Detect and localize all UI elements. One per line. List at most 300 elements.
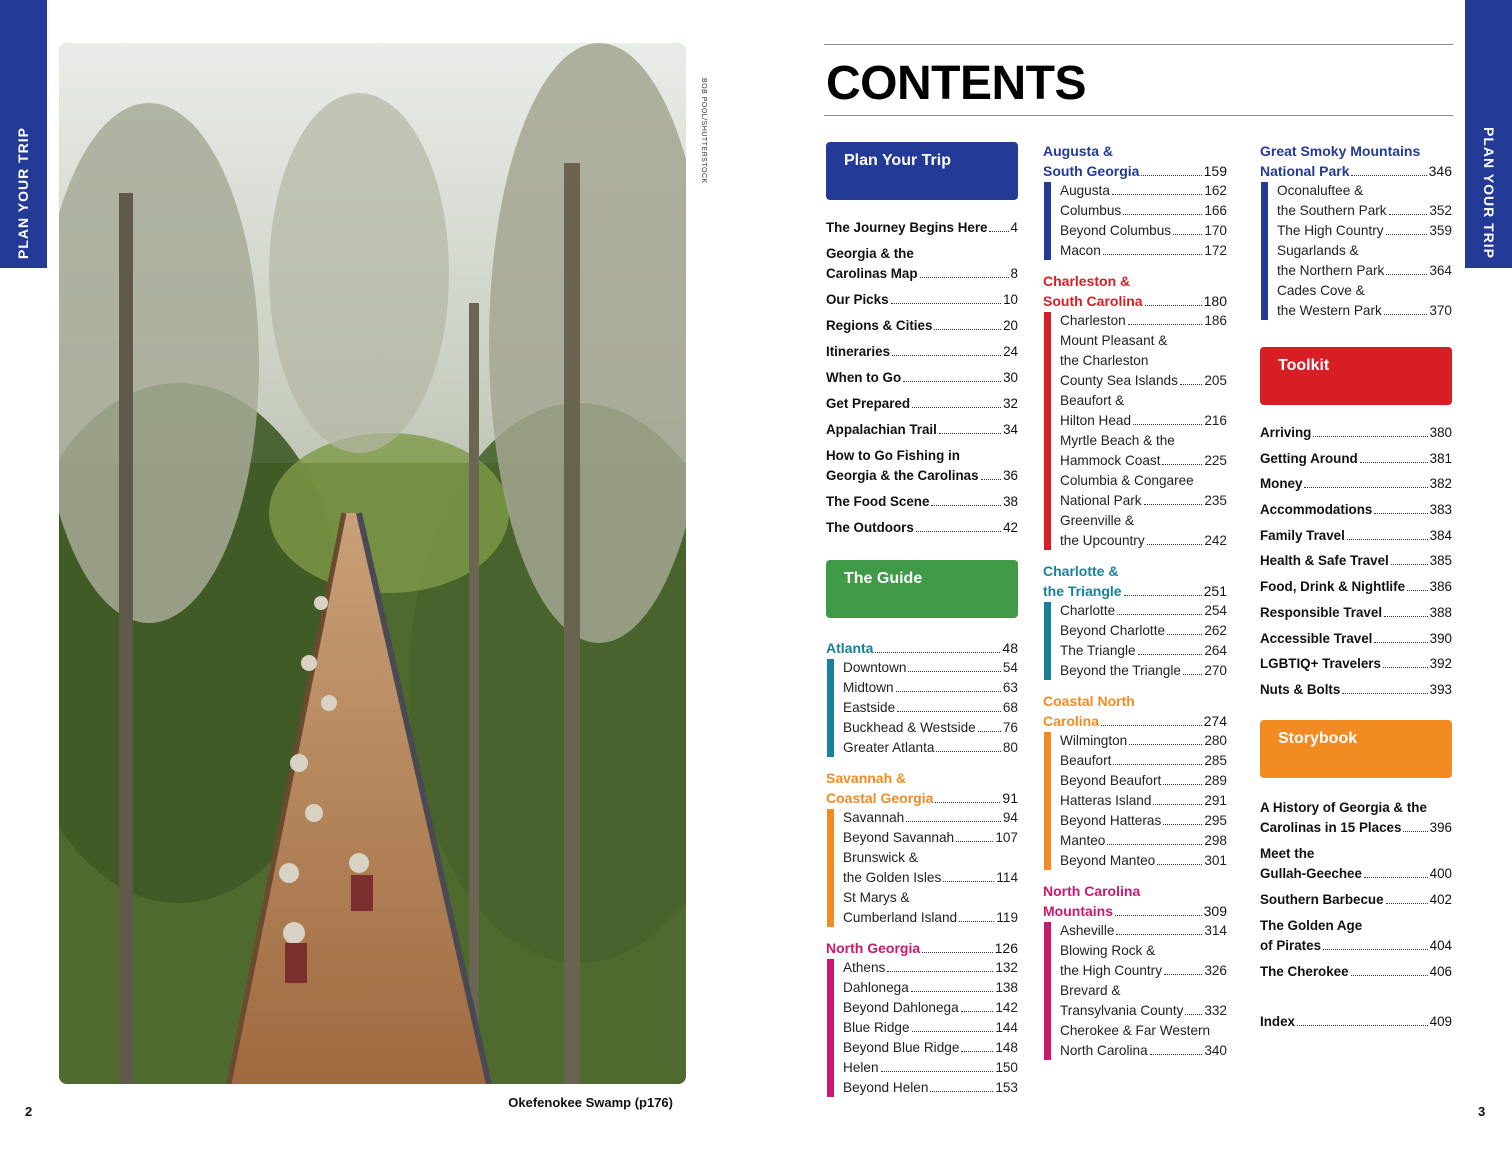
entry-title-line: National Park <box>1260 163 1350 179</box>
entry-line <box>826 264 1018 284</box>
entry-page-number: 332 <box>1204 1003 1227 1018</box>
toc-entry[interactable] <box>826 218 1018 238</box>
sub-entry-link[interactable] <box>1060 431 1227 471</box>
entry-title-line: North Carolina <box>1043 883 1141 899</box>
sub-entry-link[interactable] <box>843 698 1018 718</box>
entry-title-line: the Golden Isles <box>843 870 942 885</box>
section-title-link[interactable] <box>826 768 1018 808</box>
entry-title-line: Southern Barbecue <box>1260 891 1384 907</box>
leader-dots <box>978 731 1001 732</box>
entry-title-line: Accommodations <box>1260 502 1373 518</box>
entry-line <box>1060 921 1227 941</box>
entry-line <box>826 518 1018 538</box>
leader-dots <box>1183 674 1202 675</box>
toc-entry[interactable] <box>826 290 1018 310</box>
sub-entry-link[interactable] <box>843 888 1018 928</box>
toc-entry[interactable] <box>1260 423 1452 443</box>
leader-dots <box>1117 614 1202 615</box>
section-sublist <box>1043 601 1227 681</box>
entry-title-line: Dahlonega <box>843 980 909 995</box>
entry-page-number: 94 <box>1002 810 1018 825</box>
entry-line <box>1060 201 1227 221</box>
sub-entry-link[interactable] <box>843 1058 1018 1078</box>
entry-line <box>1260 474 1452 494</box>
entry-title-line: Columbia & Congaree <box>1060 473 1194 488</box>
leader-dots <box>1141 175 1201 176</box>
section-color-bar <box>1044 312 1051 550</box>
entry-title-line: the Charleston <box>1060 353 1149 368</box>
entry-title-line: Beyond Hatteras <box>1060 813 1162 828</box>
toc-entry[interactable] <box>1260 890 1452 910</box>
entry-page-number: 390 <box>1429 630 1452 646</box>
sub-entry-link[interactable] <box>843 678 1018 698</box>
side-tab-label: PLAN YOUR TRIP <box>15 127 31 259</box>
section-sublist <box>826 808 1018 928</box>
leader-dots <box>1323 949 1428 950</box>
leader-dots <box>1180 384 1202 385</box>
section-color-bar <box>827 809 834 927</box>
sub-entry-link[interactable] <box>843 828 1018 848</box>
entry-title-line: the Upcountry <box>1060 533 1145 548</box>
entry-line <box>826 938 1018 958</box>
toc-entry[interactable] <box>1260 680 1452 700</box>
entry-title-line: Greater Atlanta <box>843 740 935 755</box>
entry-title-line: Columbus <box>1060 203 1122 218</box>
entry-title-line: Midtown <box>843 680 894 695</box>
section-color-bar <box>827 659 834 757</box>
entry-title-line: Brunswick & <box>843 850 918 865</box>
entry-page-number: 138 <box>995 980 1018 995</box>
toc-entry[interactable] <box>1260 526 1452 546</box>
sub-entry-link[interactable] <box>1277 221 1452 241</box>
entry-title-line: Georgia & the Carolinas <box>826 468 979 483</box>
sub-entry-link[interactable] <box>1060 941 1227 981</box>
sub-entry-link[interactable] <box>1060 201 1227 221</box>
sub-entry-link[interactable] <box>1060 1021 1227 1061</box>
entry-page-number: 166 <box>1204 203 1227 218</box>
entry-line <box>843 908 1018 928</box>
contents-column-3 <box>1260 141 1452 1032</box>
section-title-link[interactable] <box>1043 691 1227 731</box>
section-sublist <box>1043 731 1227 871</box>
entry-page-number: 393 <box>1429 681 1452 697</box>
toc-entry[interactable] <box>1260 798 1452 838</box>
toc-entry[interactable] <box>1260 844 1452 884</box>
entry-title-line: National Park <box>1060 493 1142 508</box>
leader-dots <box>1116 934 1202 935</box>
entry-title-line: Beyond Charlotte <box>1060 623 1166 638</box>
leader-dots <box>903 381 1001 382</box>
photo-caption: Okefenokee Swamp (p176) <box>508 1095 673 1110</box>
leader-dots <box>1107 844 1202 845</box>
entry-title-line: The Journey Begins Here <box>826 220 988 235</box>
sub-entry-link[interactable] <box>843 808 1018 828</box>
guide-section <box>1043 141 1227 261</box>
sub-entry-link[interactable] <box>1277 281 1452 321</box>
section-sublist <box>1043 181 1227 261</box>
entry-line <box>1277 261 1452 281</box>
entry-line <box>1060 1001 1227 1021</box>
entry-page-number: 386 <box>1429 579 1452 595</box>
leader-dots <box>906 821 1001 822</box>
entry-page-number: 264 <box>1204 643 1227 658</box>
sub-entry-link[interactable] <box>843 738 1018 758</box>
entry-page-number: 406 <box>1429 963 1452 979</box>
entry-page-number: 80 <box>1002 740 1018 755</box>
entry-title-line: Beyond Columbus <box>1060 223 1172 238</box>
entry-title-line: Family Travel <box>1260 527 1345 543</box>
entry-title-line: Blue Ridge <box>843 1020 910 1035</box>
entry-title-line: Cades Cove & <box>1277 283 1365 298</box>
entry-title-line: County Sea Islands <box>1060 373 1178 388</box>
toc-entry[interactable] <box>826 244 1018 284</box>
leader-dots <box>931 505 1001 506</box>
index-entry[interactable] <box>1260 1012 1452 1032</box>
leader-dots <box>1128 324 1203 325</box>
plan-your-trip-list <box>826 218 1018 538</box>
entry-page-number: 10 <box>1003 292 1018 307</box>
toc-entry[interactable] <box>1260 962 1452 982</box>
sub-entry-link[interactable] <box>1060 621 1227 641</box>
entry-line <box>826 342 1018 362</box>
sub-entry-link[interactable] <box>1277 181 1452 221</box>
entry-page-number: 159 <box>1203 163 1227 179</box>
toc-entry[interactable] <box>826 420 1018 440</box>
guide-section <box>1260 141 1452 321</box>
leader-dots <box>1112 194 1202 195</box>
plan-your-trip-header: Plan Your Trip <box>826 142 1018 200</box>
sub-entry-link[interactable] <box>1060 831 1227 851</box>
sub-entry-link[interactable] <box>843 958 1018 978</box>
entry-line <box>1260 864 1452 884</box>
entry-page-number: 172 <box>1204 243 1227 258</box>
section-title-link[interactable] <box>1260 141 1452 181</box>
entry-line <box>1260 161 1452 181</box>
entry-line <box>843 698 1018 718</box>
leader-dots <box>1351 975 1428 976</box>
entry-page-number: 409 <box>1429 1013 1452 1029</box>
entry-page-number: 370 <box>1429 303 1452 318</box>
entry-page-number: 153 <box>995 1080 1018 1095</box>
sub-entry-link[interactable] <box>1060 811 1227 831</box>
entry-title-line: Carolinas in 15 Places <box>1260 819 1402 835</box>
sub-entry-link[interactable] <box>1060 731 1227 751</box>
entry-page-number: 4 <box>1010 220 1018 235</box>
entry-page-number: 162 <box>1204 183 1227 198</box>
sub-entry-link[interactable] <box>1060 181 1227 201</box>
entry-page-number: 270 <box>1204 663 1227 678</box>
section-title-link[interactable] <box>1043 141 1227 181</box>
entry-title-line: Wilmington <box>1060 733 1128 748</box>
entry-title-line: Georgia & the <box>826 246 914 261</box>
entry-line <box>826 218 1018 238</box>
entry-title-line: South Georgia <box>1043 163 1140 179</box>
toc-entry[interactable] <box>1260 916 1452 956</box>
entry-line <box>1060 751 1227 771</box>
leader-dots <box>892 355 1001 356</box>
leader-dots <box>1389 214 1428 215</box>
entry-page-number: 225 <box>1204 453 1227 468</box>
entry-title-line: Helen <box>843 1060 879 1075</box>
section-title-link[interactable] <box>1043 271 1227 311</box>
leader-dots <box>1384 314 1428 315</box>
toc-entry[interactable] <box>826 518 1018 538</box>
sub-entry-link[interactable] <box>1060 391 1227 431</box>
entry-title-line: Itineraries <box>826 344 891 359</box>
leader-dots <box>896 691 1001 692</box>
sub-entry-link[interactable] <box>843 848 1018 888</box>
entry-title-line: Great Smoky Mountains <box>1260 143 1421 159</box>
leader-dots <box>897 711 1001 712</box>
toc-entry[interactable] <box>826 368 1018 388</box>
entry-page-number: 132 <box>995 960 1018 975</box>
leader-dots <box>1153 804 1202 805</box>
sub-entry-link[interactable] <box>1060 771 1227 791</box>
sub-entry-link[interactable] <box>843 1078 1018 1098</box>
entry-title-line: South Carolina <box>1043 293 1143 309</box>
section-title-link[interactable] <box>826 638 1018 658</box>
entry-title-line: Greenville & <box>1060 513 1135 528</box>
entry-line <box>1043 901 1227 921</box>
section-title-link[interactable] <box>826 938 1018 958</box>
entry-title-line: Beyond Blue Ridge <box>843 1040 960 1055</box>
entry-title-line: Mount Pleasant & <box>1060 333 1168 348</box>
leader-dots <box>1150 1054 1203 1055</box>
entry-page-number: 148 <box>995 1040 1018 1055</box>
sub-entry-link[interactable] <box>843 1038 1018 1058</box>
entry-title-line: the High Country <box>1060 963 1163 978</box>
entry-page-number: 382 <box>1429 476 1452 492</box>
entry-title-line: Augusta & <box>1043 143 1113 159</box>
sub-entry-link[interactable] <box>1060 851 1227 871</box>
guide-section <box>1043 881 1227 1061</box>
entry-title-line: Health & Safe Travel <box>1260 553 1389 569</box>
section-sublist <box>826 958 1018 1098</box>
toc-entry[interactable] <box>1260 551 1452 571</box>
guide-section <box>826 638 1018 758</box>
leader-dots <box>1351 175 1426 176</box>
page-title: CONTENTS <box>826 57 1086 110</box>
toc-entry[interactable] <box>826 316 1018 336</box>
toc-entry[interactable] <box>1260 654 1452 674</box>
entry-page-number: 402 <box>1429 891 1452 907</box>
leader-dots <box>1173 234 1202 235</box>
sub-entry-link[interactable] <box>1060 241 1227 261</box>
entry-page-number: 346 <box>1428 163 1452 179</box>
toc-entry[interactable] <box>826 446 1018 486</box>
entry-title-line: Cumberland Island <box>843 910 958 925</box>
entry-page-number: 38 <box>1003 494 1018 509</box>
entry-line <box>826 420 1018 440</box>
entry-title-line: Asheville <box>1060 923 1115 938</box>
section-color-bar <box>1044 182 1051 260</box>
guide-section <box>1043 691 1227 871</box>
entry-title-line: A History of Georgia & the <box>1260 799 1427 815</box>
toc-entry[interactable] <box>1260 500 1452 520</box>
entry-page-number: 8 <box>1010 266 1018 281</box>
toolkit-list <box>1260 423 1452 700</box>
entry-page-number: 396 <box>1429 819 1452 835</box>
sub-entry-link[interactable] <box>1060 471 1227 511</box>
leader-dots <box>1163 824 1202 825</box>
sub-entry-link[interactable] <box>1060 751 1227 771</box>
entry-line <box>1060 811 1227 831</box>
entry-page-number: 285 <box>1204 753 1227 768</box>
entry-title-line: Hatteras Island <box>1060 793 1152 808</box>
entry-title-line: Beyond Dahlonega <box>843 1000 959 1015</box>
entry-line <box>826 638 1018 658</box>
entry-title-line: Buckhead & Westside <box>843 720 976 735</box>
leader-dots <box>1157 864 1202 865</box>
entry-page-number: 314 <box>1204 923 1227 938</box>
contents-column-1 <box>826 142 1018 1098</box>
entry-line <box>1260 1012 1452 1032</box>
sub-entry-link[interactable] <box>1060 981 1227 1021</box>
entry-page-number: 400 <box>1429 865 1452 881</box>
photo-credit: BOB POOL/SHUTTERSTOCK <box>700 78 707 184</box>
entry-title-line: The Golden Age <box>1260 917 1363 933</box>
entry-line <box>843 808 1018 828</box>
entry-line <box>1060 641 1227 661</box>
leader-dots <box>1113 764 1202 765</box>
sub-entry-link[interactable] <box>1060 921 1227 941</box>
toc-entry[interactable] <box>1260 629 1452 649</box>
entry-line <box>826 788 1018 808</box>
entry-line <box>826 290 1018 310</box>
entry-title-line: Arriving <box>1260 425 1312 440</box>
toc-entry[interactable] <box>1260 577 1452 597</box>
sub-entry-link[interactable] <box>1060 221 1227 241</box>
section-sublist <box>1043 921 1227 1061</box>
entry-page-number: 392 <box>1429 656 1452 672</box>
entry-title-line: Our Picks <box>826 292 889 307</box>
entry-line <box>1260 500 1452 520</box>
entry-title-line: The High Country <box>1277 223 1384 238</box>
entry-page-number: 301 <box>1204 853 1227 868</box>
entry-page-number: 42 <box>1003 520 1018 535</box>
sub-entry-link[interactable] <box>1060 791 1227 811</box>
sub-entry-link[interactable] <box>843 978 1018 998</box>
entry-page-number: 309 <box>1203 903 1227 919</box>
the-guide-header: The Guide <box>826 560 1018 618</box>
sub-entry-link[interactable] <box>843 1018 1018 1038</box>
sub-entry-link[interactable] <box>843 658 1018 678</box>
entry-line <box>843 958 1018 978</box>
entry-line <box>1260 423 1452 443</box>
leader-dots <box>1163 784 1202 785</box>
leader-dots <box>961 1011 994 1012</box>
leader-dots <box>1313 436 1427 437</box>
section-title-link[interactable] <box>1043 561 1227 601</box>
entry-line <box>1060 961 1227 981</box>
section-title-link[interactable] <box>1043 881 1227 921</box>
sub-entry-link[interactable] <box>1060 331 1227 391</box>
leader-dots <box>1386 903 1428 904</box>
entry-line <box>843 1058 1018 1078</box>
entry-page-number: 381 <box>1429 450 1452 466</box>
entry-line <box>843 718 1018 738</box>
leader-dots <box>1297 1025 1428 1026</box>
entry-line <box>843 678 1018 698</box>
section-sublist <box>1260 181 1452 321</box>
entry-title-line: Gullah-Geechee <box>1260 865 1362 881</box>
entry-title-line: The Outdoors <box>826 520 914 535</box>
toc-entry[interactable] <box>826 492 1018 512</box>
entry-page-number: 388 <box>1429 604 1452 620</box>
leader-dots <box>1147 544 1203 545</box>
toc-entry[interactable] <box>826 394 1018 414</box>
index-entry-wrap <box>1260 1012 1452 1032</box>
entry-title-line: North Georgia <box>826 940 921 956</box>
entry-line <box>1060 371 1227 391</box>
side-tab-right <box>1465 0 1512 268</box>
entry-line <box>1060 661 1227 681</box>
entry-line <box>1260 551 1452 571</box>
leader-dots <box>1374 513 1427 514</box>
leader-dots <box>981 479 1002 480</box>
entry-line <box>1060 181 1227 201</box>
entry-line <box>826 316 1018 336</box>
entry-line <box>1277 301 1452 321</box>
entry-line <box>1060 621 1227 641</box>
entry-title-line: the Western Park <box>1277 303 1382 318</box>
sub-entry-link[interactable] <box>843 718 1018 738</box>
entry-line <box>1260 818 1452 838</box>
entry-line <box>1260 890 1452 910</box>
leader-dots <box>934 329 1001 330</box>
entry-line <box>826 394 1018 414</box>
entry-title-line: Athens <box>843 960 886 975</box>
leader-dots <box>1133 424 1202 425</box>
storybook-list <box>1260 798 1452 982</box>
entry-line <box>1260 654 1452 674</box>
sub-entry-link[interactable] <box>1277 241 1452 281</box>
entry-title-line: the Triangle <box>1043 583 1122 599</box>
sub-entry-link[interactable] <box>1060 661 1227 681</box>
entry-title-line: Carolinas Map <box>826 266 918 281</box>
entry-line <box>1060 731 1227 751</box>
entry-line <box>1060 491 1227 511</box>
sub-entry-link[interactable] <box>1060 311 1227 331</box>
entry-page-number: 340 <box>1204 1043 1227 1058</box>
leader-dots <box>887 971 993 972</box>
toc-entry[interactable] <box>826 342 1018 362</box>
entry-title-line: Coastal Georgia <box>826 790 934 806</box>
entry-title-line: Brevard & <box>1060 983 1121 998</box>
entry-line <box>1277 221 1452 241</box>
entry-page-number: 383 <box>1429 502 1452 518</box>
sub-entry-link[interactable] <box>843 998 1018 1018</box>
sub-entry-link[interactable] <box>1060 601 1227 621</box>
toc-entry[interactable] <box>1260 474 1452 494</box>
toc-entry[interactable] <box>1260 603 1452 623</box>
entry-line <box>843 998 1018 1018</box>
entry-title-line: Regions & Cities <box>826 318 933 333</box>
entry-page-number: 76 <box>1002 720 1018 735</box>
entry-page-number: 289 <box>1204 773 1227 788</box>
entry-title-line: Manteo <box>1060 833 1106 848</box>
entry-title-line: The Triangle <box>1060 643 1136 658</box>
toolkit-header: Toolkit <box>1260 347 1452 405</box>
leader-dots <box>1115 915 1202 916</box>
entry-line <box>843 1078 1018 1098</box>
entry-page-number: 63 <box>1002 680 1018 695</box>
entry-line <box>1060 411 1227 431</box>
toc-entry[interactable] <box>1260 449 1452 469</box>
sub-entry-link[interactable] <box>1060 511 1227 551</box>
sub-entry-link[interactable] <box>1060 641 1227 661</box>
entry-title-line: of Pirates <box>1260 937 1322 953</box>
